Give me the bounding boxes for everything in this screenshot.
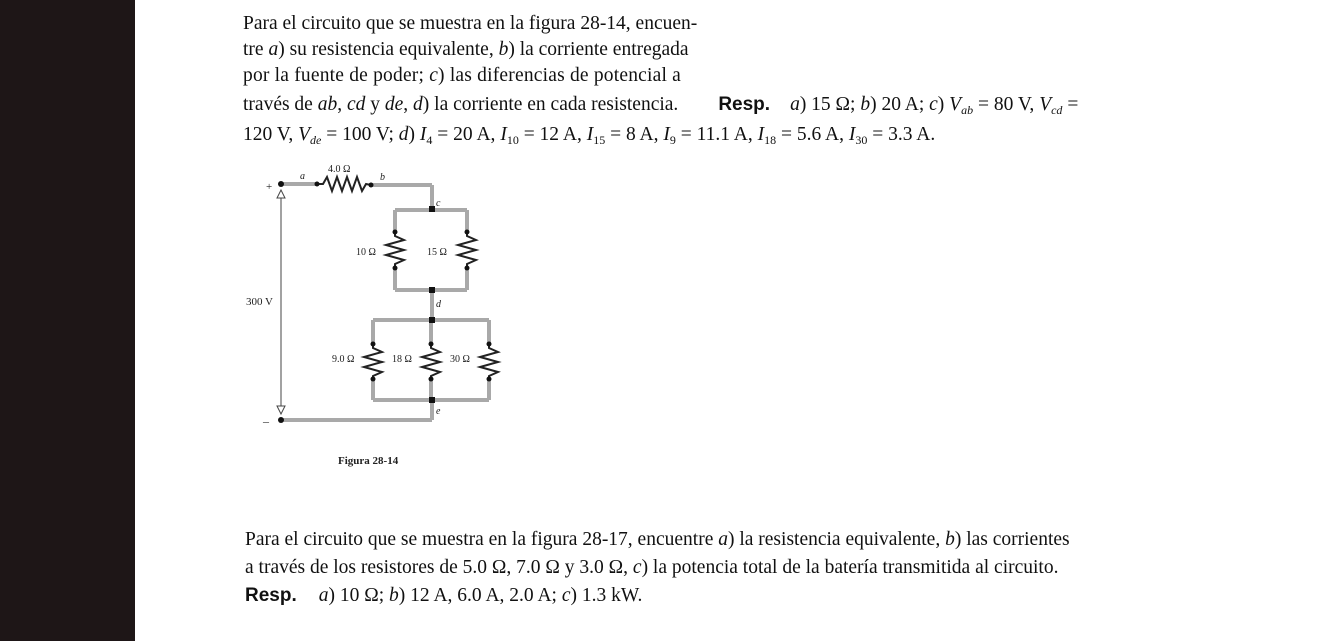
problem1-line1: Para el circuito que se muestra en la figura 28-14, encuen-: [243, 13, 698, 34]
resistor-10ohm-label: 10 Ω: [356, 247, 376, 258]
node-b-label: b: [380, 172, 385, 183]
minus-terminal: –: [263, 414, 269, 428]
resistor-18ohm: [422, 344, 440, 379]
circuit-wires: [281, 184, 489, 420]
figure-caption: Figura 28-14: [338, 455, 399, 467]
problem1-line5: 120 V, $V_{de} = 100$ V; d) $I_4 = 20$ A, $I_{10} = 12$ A, $I_{15} = 8$ A, $I_9 = 11.1$ A, $I_{18} = 5.6$ A, $I_{30} = 3.3$ A.: [243, 124, 936, 147]
node-d-label: d: [436, 299, 441, 310]
problem2-line1: Para el circuito que se muestra en la figura 28-17, encuentre a) la resistencia equivalente, b) las corrientes: [245, 529, 1070, 550]
answer-label-2: Resp.: [245, 585, 297, 606]
answer-label: Resp.: [718, 94, 771, 115]
voltage-arrow: [277, 190, 285, 414]
problem1-line3: por la fuente de poder; c) las diferencias de potencial a: [243, 65, 682, 86]
resistor-9ohm-label: 9.0 Ω: [332, 354, 355, 365]
resistor-15ohm-label: 15 Ω: [427, 247, 447, 258]
resistor-4ohm-label: 4.0 Ω: [328, 164, 351, 175]
resistor-30ohm: [480, 344, 498, 379]
resistor-10ohm: [386, 232, 404, 268]
plus-terminal: +: [266, 181, 273, 193]
voltage-label: 300 V: [246, 296, 273, 308]
node-e-label: e: [436, 406, 441, 417]
resistor-15ohm: [458, 232, 476, 268]
problem2-line3: Resp. a) 10 Ω; b) 12 A, 6.0 A, 2.0 A; c) 1.3 kW.: [245, 585, 643, 606]
resistor-9ohm: [364, 344, 382, 379]
problem1-line2: tre a) su resistencia equivalente, b) la corriente entregada: [243, 39, 689, 60]
resistor-18ohm-label: 18 Ω: [392, 354, 412, 365]
problem2-line2: a través de los resistores de 5.0 Ω, 7.0 Ω y 3.0 Ω, c) la potencia total de la batería transmitida al circuito.: [245, 557, 1059, 578]
junction-dots: [278, 181, 492, 423]
problem1-line4: través de ab, cd y de, d) la corriente en cada resistencia. Resp. a) 15 Ω; b) 20 A; c) $V_{ab} = 80$ V, $V_{cd}$ =: [243, 94, 1079, 117]
resistor-30ohm-label: 30 Ω: [450, 354, 470, 365]
resistor-4ohm: [317, 177, 371, 191]
node-c-label: c: [436, 198, 441, 209]
node-a-label: a: [300, 171, 305, 182]
